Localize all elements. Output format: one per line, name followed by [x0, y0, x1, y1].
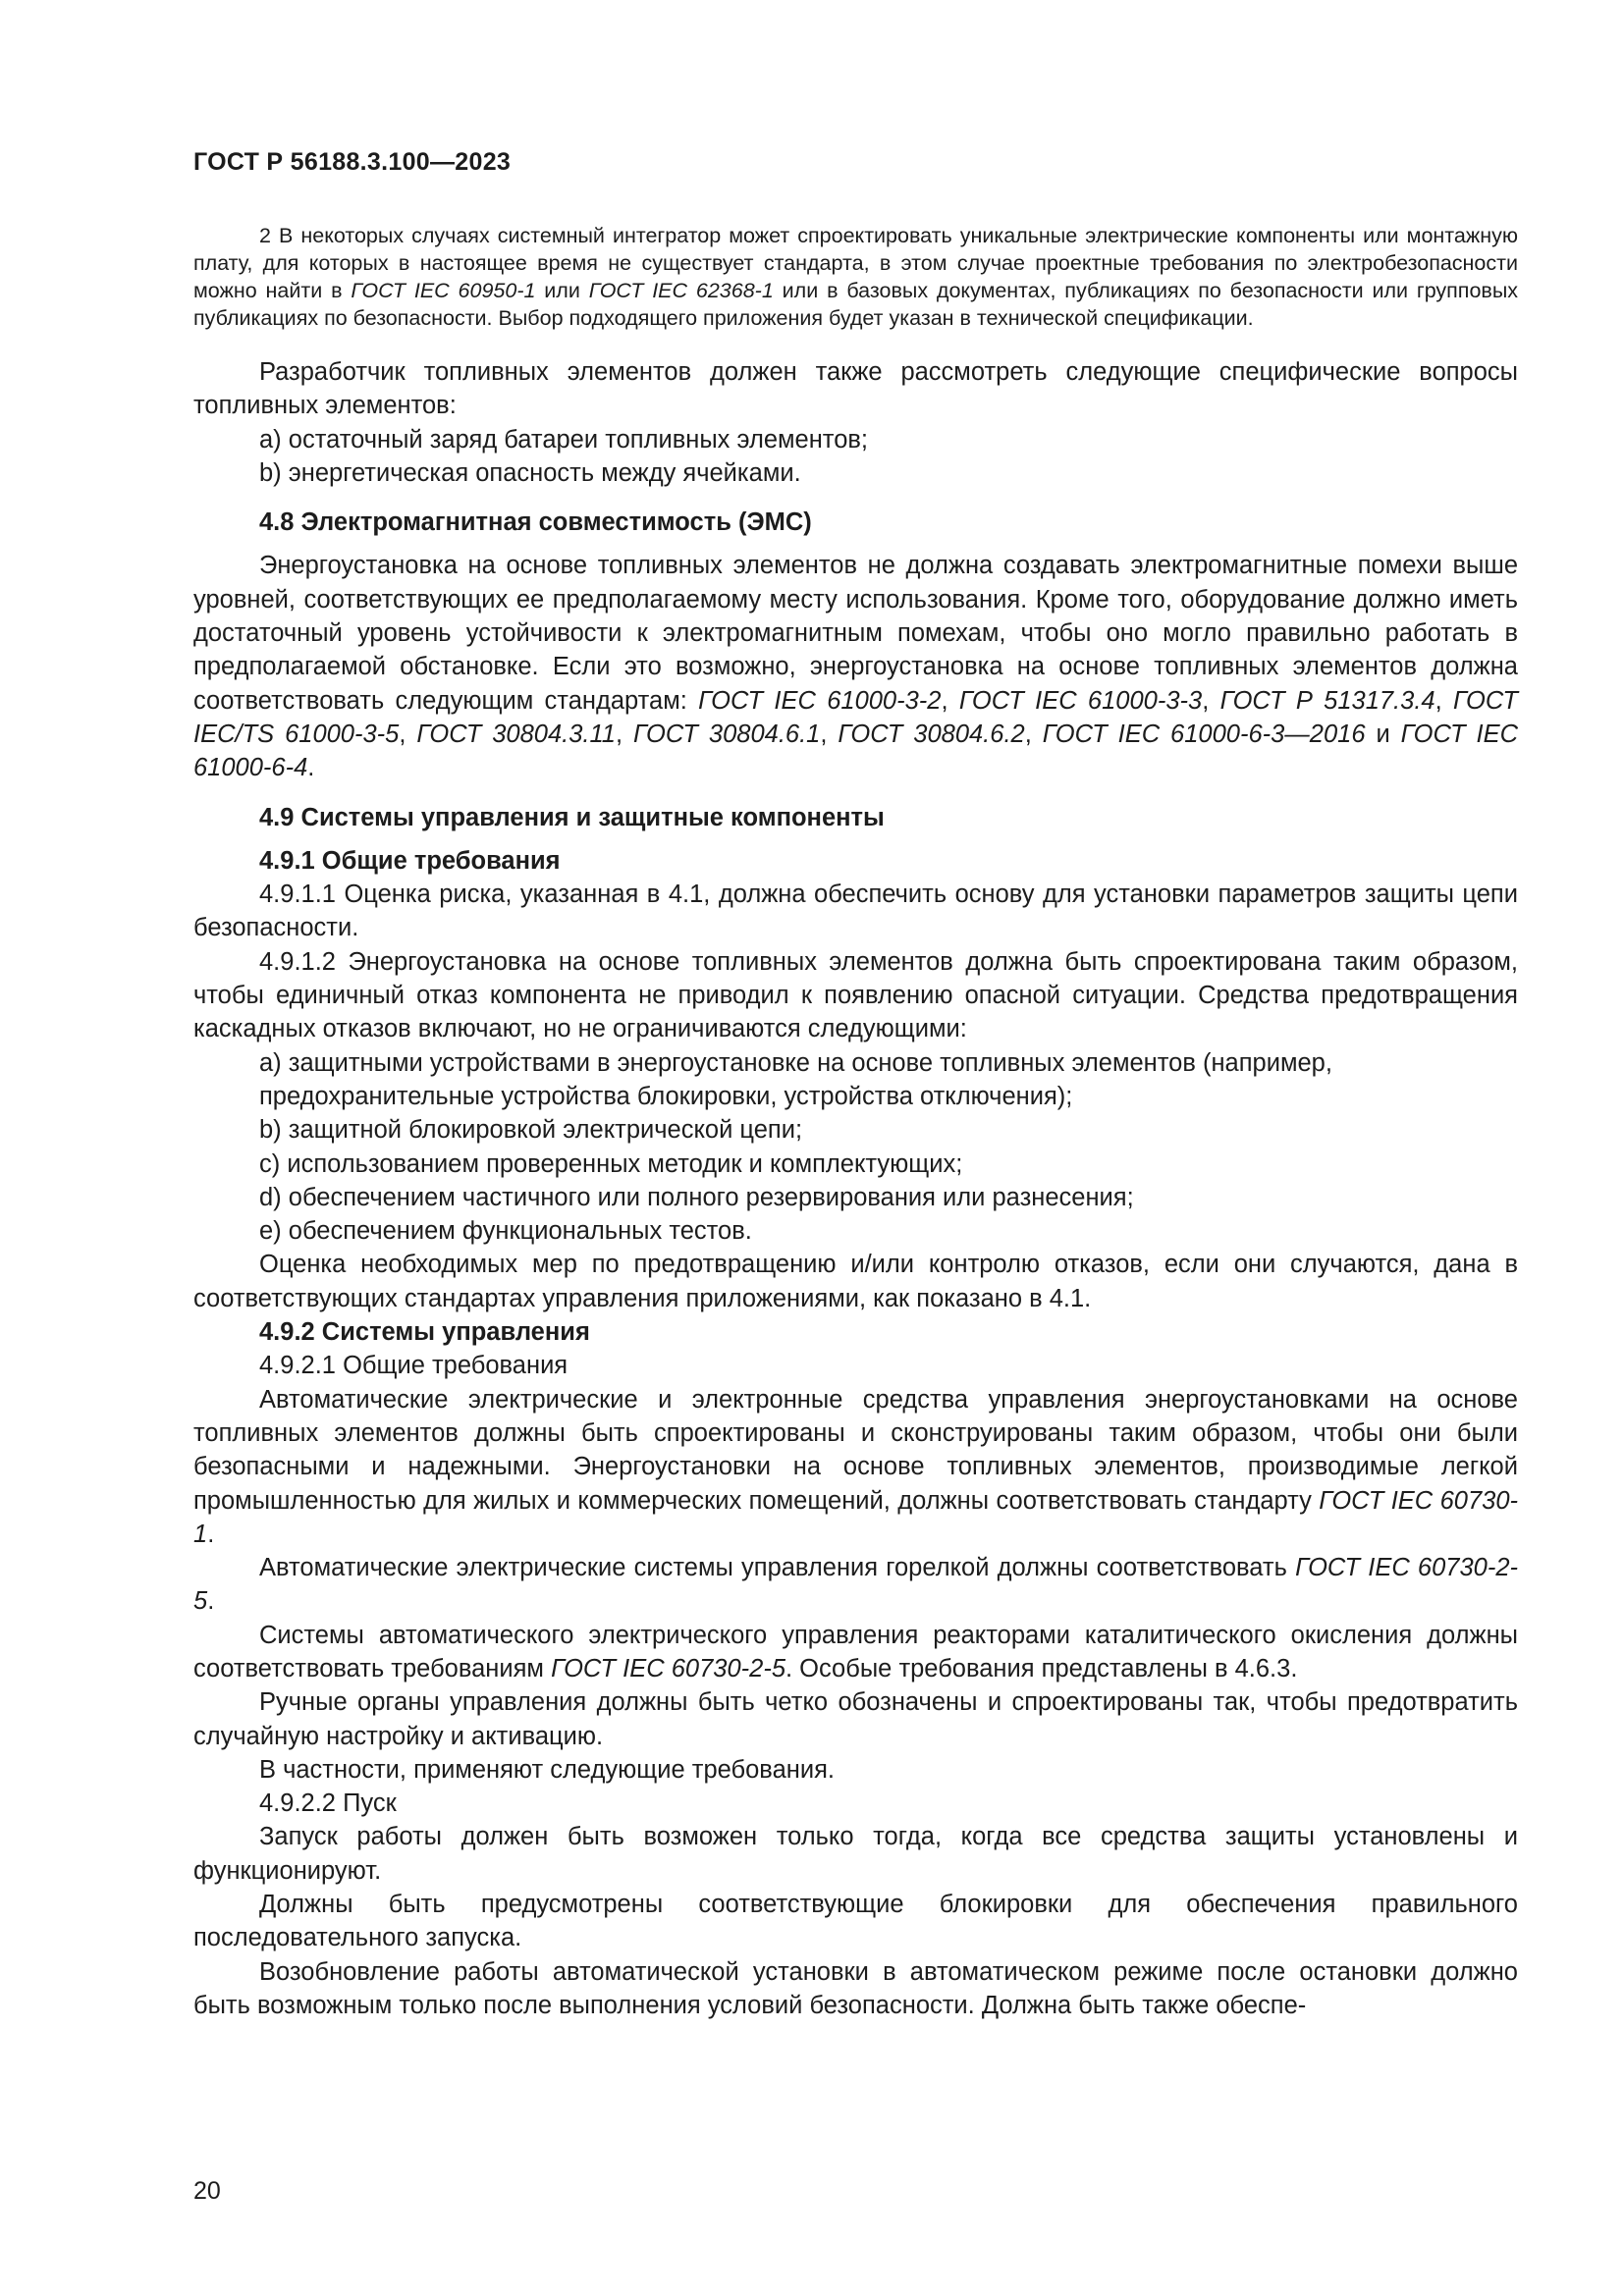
particular-requirements: В частности, применяют следующие требования.	[259, 1755, 835, 1784]
subsection-heading-4-9-2: 4.9.2 Системы управления	[259, 1318, 590, 1347]
list-item: c) использованием проверенных методик и комплектующих;	[259, 1149, 963, 1178]
standard-reference: ГОСТ IEC 60950-1	[351, 279, 536, 302]
assessment-paragraph: Оценка необходимых мер по предотвращению и/или контролю отказов, если они случаются, дана в соответствующих стандартах управления приложениями, как показано в 4.1.	[193, 1251, 1518, 1312]
start-paragraph-3: Возобновление работы автоматической установки в автоматическом режиме после остановки должно быть возможным только после выполнения условий безопасности. Должна быть также обеспе-	[193, 1957, 1518, 2019]
standard-reference: ГОСТ IEC 61000-3-2	[698, 686, 942, 715]
list-item: d) обеспечением частичного или полного резервирования или разнесения;	[259, 1183, 1134, 1211]
list-item: e) обеспечением функциональных тестов.	[259, 1217, 752, 1246]
clause-4-9-2-2-title: 4.9.2.2 Пуск	[259, 1789, 397, 1818]
note-block	[193, 222, 1518, 332]
subsection-heading-4-9-1: 4.9.1 Общие требования	[259, 846, 561, 875]
list-item: a) остаточный заряд батареи топливных элементов;	[259, 425, 869, 454]
standard-reference: ГОСТ 30804.3.11	[416, 720, 616, 748]
standard-reference: ГОСТ IEC 61000-6-4	[193, 720, 1519, 782]
list-item: b) защитной блокировкой электрической цепи;	[259, 1116, 803, 1145]
page-content	[193, 222, 1518, 2022]
standard-reference: ГОСТ IEC/TS 61000-3-5	[193, 686, 1518, 748]
standard-reference: ГОСТ IEC 61000-3-3	[958, 686, 1203, 715]
main-body	[193, 355, 1518, 2022]
list-item: a) защитными устройствами в энергоустановке на основе топливных элементов (например, предохранительные устройства блокировки, устройства отключения);	[259, 1048, 1332, 1110]
standard-reference: ГОСТ IEC 60730-2-5	[193, 1554, 1518, 1616]
section-heading-4-8: 4.8 Электромагнитная совместимость (ЭМС)	[259, 508, 812, 537]
reactor-controls-paragraph: Системы автоматического электрического управления реакторами каталитического окисления должны соответствовать требованиям ГОСТ IEC 60730-2-5. Особые требования представлены в 4.6.3.	[193, 1621, 1518, 1682]
fuel-cell-intro: Разработчик топливных элементов должен также рассмотреть следующие специфические вопросы топливных элементов:	[193, 358, 1518, 420]
standard-reference: ГОСТ Р 51317.3.4	[1219, 686, 1435, 715]
document-header: ГОСТ Р 56188.3.100—2023	[193, 148, 512, 176]
standard-reference: ГОСТ IEC 61000-6-3—2016	[1042, 720, 1366, 748]
standard-reference: ГОСТ IEC 62368-1	[588, 279, 774, 302]
standard-reference: ГОСТ IEC 60730-2-5	[551, 1654, 786, 1682]
start-paragraph-2: Должны быть предусмотрены соответствующие блокировки для обеспечения правильного последовательного запуска.	[193, 1891, 1518, 1952]
page-number: 20	[193, 2177, 221, 2205]
manual-controls-paragraph: Ручные органы управления должны быть четко обозначены и спроектированы так, чтобы предотвратить случайную настройку и активацию.	[193, 1688, 1518, 1750]
standard-reference: ГОСТ IEC 60730-1	[193, 1486, 1518, 1548]
burner-controls-paragraph: Автоматические электрические системы управления горелкой должны соответствовать ГОСТ IEC 60730-2-5.	[193, 1554, 1518, 1616]
clause-4-9-1-1: 4.9.1.1 Оценка риска, указанная в 4.1, должна обеспечить основу для установки параметров защиты цепи безопасности.	[193, 881, 1518, 942]
standard-reference: ГОСТ 30804.6.1	[633, 720, 821, 748]
note-paragraph: 2 В некоторых случаях системный интегратор может спроектировать уникальные электрические компоненты или монтажную плату, для которых в настоящее время не существует стандарта, в этом случае проектные требования по электробезопасности можно найти в ГОСТ IEC 60950-1 или ГОСТ IEC 62368-1 или в базовых документах, публикациях по безопасности или групповых публикациях по безопасности. Выбор подходящего приложения будет указан в технической спецификации.	[193, 224, 1519, 330]
list-item: b) энергетическая опасность между ячейками.	[259, 458, 801, 487]
standard-reference: ГОСТ 30804.6.2	[838, 720, 1025, 748]
start-paragraph-1: Запуск работы должен быть возможен только тогда, когда все средства защиты установлены и функционируют.	[193, 1823, 1518, 1885]
automatic-controls-paragraph: Автоматические электрические и электронные средства управления энергоустановками на основе топливных элементов должны быть спроектированы и сконструированы таким образом, чтобы они были безопасными и надежными. Энергоустановки на основе топливных элементов, производимые легкой промышленностью для жилых и коммерческих помещений, должны соответствовать стандарту ГОСТ IEC 60730-1.	[193, 1385, 1518, 1548]
clause-4-9-1-2: 4.9.1.2 Энергоустановка на основе топливных элементов должна быть спроектирована таким образом, чтобы единичный отказ компонента не приводил к появлению опасной ситуации. Средства предотвращения каскадных отказов включают, но не ограничиваются следующими:	[193, 947, 1518, 1043]
section-heading-4-9: 4.9 Системы управления и защитные компоненты	[259, 803, 885, 831]
clause-4-9-2-1-title: 4.9.2.1 Общие требования	[259, 1352, 568, 1380]
emc-paragraph: Энергоустановка на основе топливных элементов не должна создавать электромагнитные помехи выше уровней, соответствующих ее предполагаемому месту использования. Кроме того, оборудование должно иметь достаточный уровень устойчивости к электромагнитным помехам, чтобы оно могло правильно работать в предполагаемой обстановке. Если это возможно, энергоустановка на основе топливных элементов должна соответствовать следующим стандартам: ГОСТ IEC 61000-3-2, ГОСТ IEC 61000-3-3, ГОСТ Р 51317.3.4, ГОСТ IEC/TS 61000-3-5, ГОСТ 30804.3.11, ГОСТ 30804.6.1, ГОСТ 30804.6.2, ГОСТ IEC 61000-6-3—2016 и ГОСТ IEC 61000-6-4.	[193, 552, 1519, 782]
